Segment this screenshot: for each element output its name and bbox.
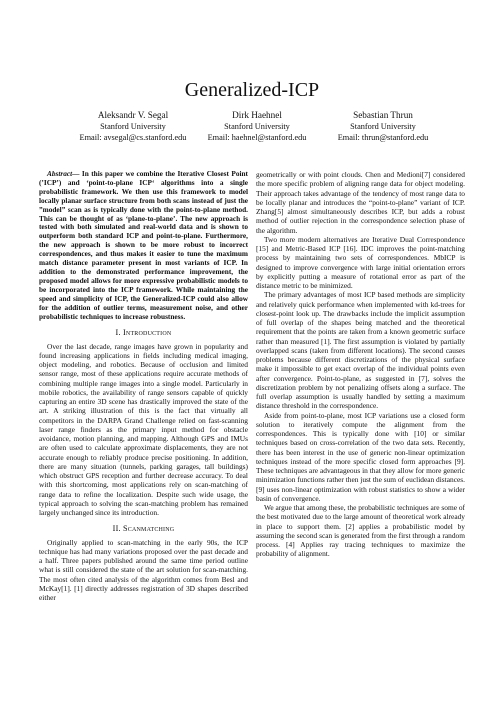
- section-numeral: I.: [115, 328, 121, 338]
- author-2: [192, 110, 322, 143]
- body-paragraph: Aside from point-to-plane, most ICP variations use a closed form solution to iteratively compute the alignment from the correspondences. This is typically done with [10] or similar techniques based on cross-correlation of the two data sets. Recently, there has been interest in the use of generic non-linear optimization techniques instead of the more specific closed form approaches [9]. These techniques are advantageous in that they allow for more generic minimization functions rather then just the sum of euclidean distances. [9] uses non-linear optimization with robust statistics to show a wider basin of convergence.: [256, 410, 465, 503]
- author-name: Aleksandr V. Segal: [97, 110, 169, 120]
- section-heading-scanmatching: [39, 524, 248, 533]
- body-paragraph: Two more modern alternatives are Iterative Dual Correspondence [15] and Metric-Based ICP [16]. IDC improves the point-matching process by maintaining two sets of correspondences. MbICP is designed to improve convergence with large initial orientation errors by explicitly putting a measure of rotational error as part of the distance metric to be minimized.: [256, 234, 465, 290]
- abstract-text: — In this paper we combine the Iterative Closest Point (’ICP’) and ‘point-to-plane ICP‘ algorithms into a single probabilistic framework. We then use this framework to model locally planar surface structure from both scans instead of just the ”model” scan as is typically done with the point-to-plane method. This can be thought of as ‘plane-to-plane’. The new approach is tested with both simulated and real-world data and is shown to outperform both standard ICP and point-to-plane. Furthermore, the new approach is shown to be more robust to incorrect correspondences, and thus makes it easier to tune the maximum match distance parameter present in most variants of ICP. In addition to the demonstrated performance improvement, the proposed model allows for more expressive probabilistic models to be incorporated into the ICP framework. While maintaining the speed and simplicity of ICP, the Generalized-ICP could also allow for the addition of outlier terms, measurement noise, and other probabilistic techniques to increase robustness.: [39, 169, 248, 321]
- author-name: Sebastian Thrun: [353, 110, 413, 120]
- body-paragraph-continued: geometrically or with point clouds. Chen and Medioni[7] considered the more specific problem of aligning range data for object modeling. Their approach takes advantage of the tendency of most range data to be locally planar and introduces the “point-to-plane” variant of ICP. Zhang[5] almost simultaneously describes ICP, but adds a robust method of outlier rejection in the correspondence selection phase of the algorithm.: [256, 170, 465, 235]
- section-heading-introduction: [39, 328, 248, 337]
- author-3: [318, 110, 448, 143]
- author-name: Dirk Haehnel: [232, 110, 282, 120]
- right-column: [256, 170, 465, 559]
- left-column: [39, 170, 248, 602]
- author-affiliation: Stanford University: [350, 122, 416, 131]
- paper-title: Generalized-ICP: [184, 79, 320, 101]
- abstract-label: Abstract: [47, 169, 73, 178]
- body-paragraph: Over the last decade, range images have grown in popularity and found increasing applications in fields including medical imaging, object modeling, and robotics. Because of occlusion and limited sensor range, most of these applications require accurate methods of combining multiple range images into a single model. Particularly in mobile robotics, the availability of range sensors capable of quickly capturing an entire 3D scene has drastically improved the state of the art. A striking illustration of this is the fact that virtually all competitors in the DARPA Grand Challenge relied on fast-scanning laser range finders as the primary input method for obstacle avoidance, motion planning, and mapping. Although GPS and IMUs are often used to calculate approximate displacements, they are not accurate enough to reliably produce precise positioning. In addition, there are many situation (tunnels, parking garages, tall buildings) which obstruct GPS reception and further decrease accuracy. To deal with this shortcoming, most applications rely on scan-matching of range data to refine the localization. Despite such wide usage, the typical approach to solving the scan-matching problem has remained largely unchanged since its introduction.: [39, 341, 248, 518]
- section-numeral: II.: [112, 524, 121, 534]
- body-paragraph: Originally applied to scan-matching in the early 90s, the ICP technique has had many variations proposed over the past decade and a half. Three papers published around the same time period outline what is still considered the state of the art solution for scan-matching. The most often cited analysis of the algorithm comes from Besl and McKay[1]. [1] directly addresses registration of 3D shapes described either: [39, 537, 248, 603]
- author-email: Email: haehnel@stanford.edu: [207, 132, 307, 142]
- author-email: Email: avsegal@cs.stanford.edu: [79, 132, 187, 142]
- author-1: [68, 110, 198, 143]
- section-title: Scanmatching: [123, 524, 175, 534]
- author-email: Email: thrun@stanford.edu: [337, 132, 429, 142]
- section-title: Introduction: [122, 328, 172, 338]
- body-paragraph: We argue that among these, the probabilistic techniques are some of the best motivated due to the large amount of theoretical work already in place to support them. [2] applies a probabilistic model by assuming the second scan is generated from the first through a random process. [4] Applies ray tracing techniques to maximize the probability of alignment.: [256, 503, 466, 559]
- abstract: [39, 170, 248, 321]
- author-affiliation: Stanford University: [100, 122, 166, 131]
- body-paragraph: The primary advantages of most ICP based methods are simplicity and relatively quick performance when implemented with kd-trees for closest-point look up. The drawbacks include the implicit assumption of full overlap of the shapes being matched and the theoretical requirement that the points are taken from a known geometric surface rather than measured [1]. The first assumption is violated by partially overlapped scans (taken from different locations). The second causes problems because different discretizations of the physical surface make it impossible to get exact overlap of the individual points even after convergence. Point-to-plane, as suggested in [7], solves the discretization problem by not penalizing offsets along a surface. The full overlap assumption is usually handled by setting a maximum distance threshold in the correspondence.: [256, 290, 465, 411]
- author-affiliation: Stanford University: [224, 122, 290, 131]
